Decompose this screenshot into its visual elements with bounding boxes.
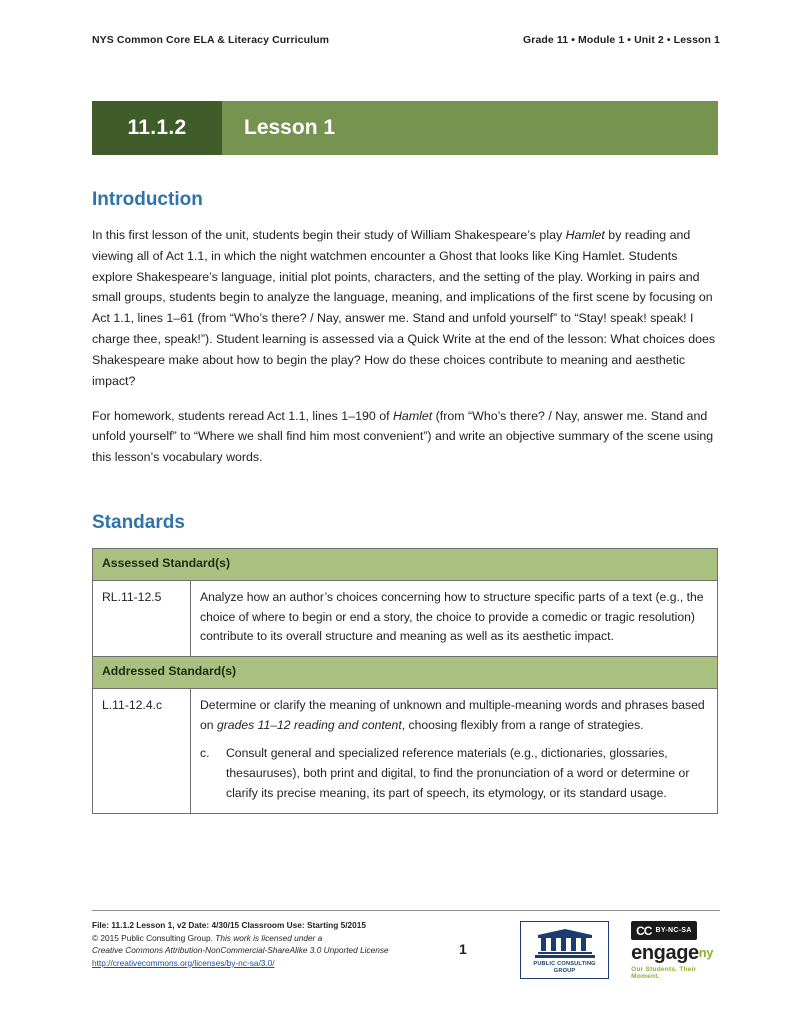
addressed-standard-code: L.11-12.4.c [93,688,191,813]
addressed-text-a: Determine or clarify the meaning of unknown and multiple-meaning words and phrases based on [200,697,705,732]
public-consulting-group-logo [520,921,609,979]
page-header [92,34,720,46]
cc-license-terms: BY-NC-SA [655,927,692,934]
intro-p1-text-b: by reading and viewing all of Act 1.1, in which the night watchmen encounter a Ghost that looks like King Hamlet. Students explore Shakespeare’s language, initial plot points, characters, and the setting of the play. Working in pairs and small groups, students begin to analyze the language, meaning, and implications of the first scene by focusing on Act 1.1, lines 1–61 (from “Who’s there? / Nay, answer me. Stand and unfold yourself” to “Stay! speak! speak! I charge thee, speak!”). Student learning is assessed via a Quick Write at the end of the lesson: What choices does Shakespeare make about how to begin the play? How do these choices contribute to meaning and aesthetic impact? [92,228,716,388]
table-row [93,688,718,813]
pcg-caption [533,961,595,975]
addressed-standards-header: Addressed Standard(s) [93,657,718,689]
engage-text: engage [631,942,699,964]
assessed-standard-text: Analyze how an author’s choices concerning how to structure specific parts of a text (e.g., the choice of where to begin or end a story, the choice to provide a comedic or tragic resolution) contribute to its overall structure and meaning as well as its aesthetic impact. [191,580,718,656]
footer-date-label: Date: [188,920,210,930]
footer-license-name: Creative Commons Attribution-NonCommercial-ShareAlike 3.0 Unported License [92,945,389,956]
page-footer [92,910,720,980]
lesson-title: Lesson 1 [222,101,718,155]
addressed-text-italic: grades 11–12 reading and content [216,717,402,732]
header-lesson-path: Grade 11 • Module 1 • Unit 2 • Lesson 1 [523,34,720,46]
footer-logos [520,919,720,980]
addressed-substandards-list [200,744,708,803]
cc-icon: CC [636,923,652,938]
footer-metadata [92,919,406,969]
pcg-line-2: GROUP [553,967,576,974]
substandard-text: Consult general and specialized reference materials (e.g., dictionaries, glossaries, thesauruses), both print and digital, to find the pronunciation of a word or determine or clarify its precise meaning, its part of speech, its etymology, or its standard usage. [226,746,690,800]
assessed-standard-code: RL.11-12.5 [93,580,191,656]
footer-license-link[interactable]: http://creativecommons.org/licenses/by-nc-sa/3.0/ [92,957,275,968]
introduction-paragraph-1 [92,225,718,392]
columns-icon [534,929,596,959]
ny-text: ny [698,945,714,960]
footer-classroom-label: Classroom Use: [241,920,305,930]
creative-commons-badge [631,921,697,940]
intro-p1-play-title: Hamlet [565,228,605,242]
lesson-banner [92,101,718,155]
table-row [93,580,718,656]
engageny-wordmark [631,943,713,963]
standards-table [92,548,718,814]
footer-file-line [92,919,406,932]
intro-p2-play-title: Hamlet [392,408,433,423]
footer-classroom-value: Starting 5/2015 [306,920,366,930]
assessed-standards-header: Assessed Standard(s) [93,549,718,581]
engageny-tagline: Our Students. Their Moment. [631,966,697,980]
footer-date-value: 4/30/15 [211,920,240,930]
page-number: 1 [459,941,467,957]
lesson-number: 11.1.2 [92,101,222,155]
introduction-paragraph-2 [92,406,718,468]
intro-p2-text-b: (from “Who’s there? / Nay, answer me. Stand and unfold yourself” to “Where we shall find him most convenient”) and write an objective summary of the scene using this lesson’s vocabulary words. [92,408,714,465]
header-divider [92,52,720,53]
footer-file-label: File: [92,920,110,930]
footer-copyright-line [92,932,406,945]
footer-file-value: 11.1.2 Lesson 1, v2 [111,920,187,930]
introduction-heading: Introduction [92,189,203,210]
addressed-text-b: , choosing flexibly from a range of strategies. [401,717,644,732]
addressed-standard-text [191,688,718,813]
table-row-addressed-header [93,657,718,689]
table-row-assessed-header [93,549,718,581]
footer-license-intro: This work is licensed under a [215,932,323,943]
footer-license-link-wrap [92,957,406,970]
header-curriculum-title: NYS Common Core ELA & Literacy Curriculum [92,34,330,46]
substandard-marker: c. [200,746,210,761]
standards-heading: Standards [92,512,185,534]
footer-copyright: © 2015 Public Consulting Group. [92,932,213,943]
intro-p1-text-a: In this first lesson of the unit, students begin their study of William Shakespeare’s play [92,228,566,242]
intro-p2-text-a: For homework, students reread Act 1.1, lines 1–190 of [92,408,393,423]
list-item [200,744,708,803]
pcg-line-1: PUBLIC CONSULTING [533,960,596,967]
engageny-logo [631,921,720,980]
